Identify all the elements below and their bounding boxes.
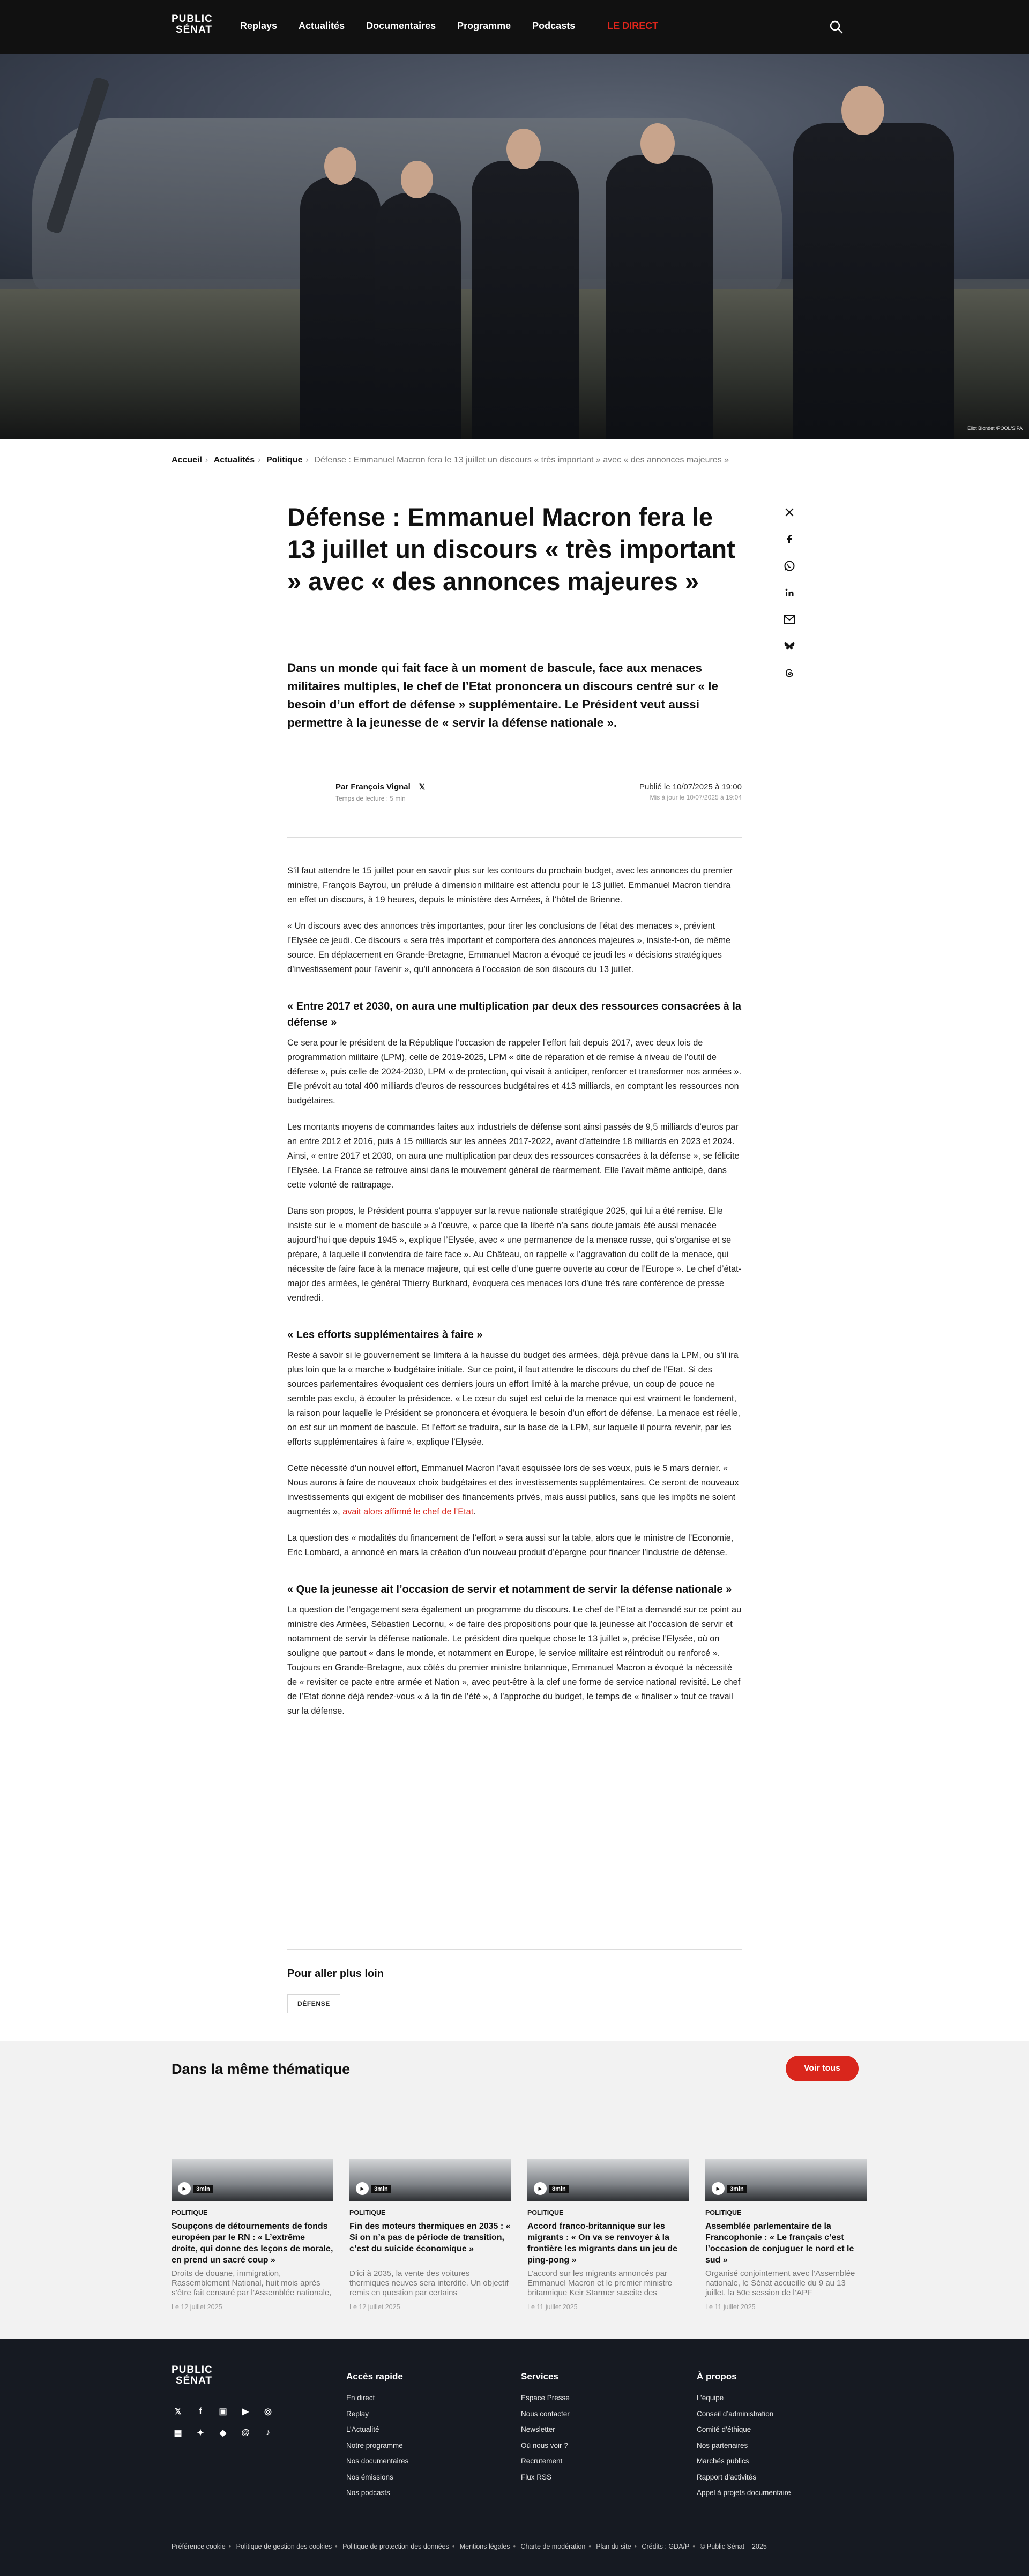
play-icon: ▶ bbox=[534, 2182, 547, 2195]
whatsapp-icon bbox=[784, 560, 795, 572]
card-title: Fin des moteurs thermiques en 2035 : « Si on n’a pas de période de transition, c’est du suicide économique » bbox=[349, 2222, 511, 2253]
footer-link[interactable]: En direct bbox=[346, 2394, 375, 2402]
article-lead: Dans un monde qui fait face à un moment de bascule, face aux menaces militaires multiples, le chef de l’Etat prononcera un discours centré sur « le besoin d’un effort de défense » supplémentaire. Le Président veut aussi permettre à la jeunesse de « servir la défense nationale ». bbox=[287, 661, 718, 729]
card-title: Soupçons de détournements de fonds européen par le RN : « L’extrême droite, qui donne des leçons de morale, en prend un sacré coup » bbox=[172, 2222, 333, 2265]
divider bbox=[287, 837, 742, 838]
inline-link[interactable]: avait alors affirmé le chef de l’Etat bbox=[342, 1507, 474, 1517]
paragraph: Reste à savoir si le gouvernement se limitera à la hausse du budget des armées, déjà prévue dans la LPM, ou s’il ira plus loin que la « marche » budgétaire initiale. Sur ce point, il faut attendre le discours du chef de l’Etat. Si des sources parlementaires évoquaient ces derniers jours un effort limité à la marche prévue, un coup de pouce ne semble pas exclu, à écouter la présidence. « Le cœur du sujet est celui de la menace qui est vraiment le fondement, la raison pour laquelle le Président se prononcera et évoquera le besoin d’un effort de défense. La menace est réelle, on est sur un moment de bascule. Et l’effort se traduira, sur la base de la LPM, sur laquelle il pourra revenir, par les efforts supplémentaires à faire », explique l’Elysée. bbox=[287, 1350, 741, 1447]
x-icon[interactable]: 𝕏 bbox=[174, 2407, 182, 2416]
card-thumbnail bbox=[172, 2159, 333, 2201]
article-title: Défense : Emmanuel Macron fera le 13 juillet un discours « très important » avec « des annonces majeures » bbox=[287, 503, 735, 595]
footer-link[interactable]: Comité d’éthique bbox=[697, 2425, 751, 2433]
card-category: POLITIQUE bbox=[705, 2209, 742, 2216]
article-dates bbox=[552, 782, 742, 801]
share-threads-button[interactable] bbox=[781, 664, 798, 682]
footer-link[interactable]: Marchés publics bbox=[697, 2457, 749, 2465]
footer-link[interactable]: Nos documentaires bbox=[346, 2457, 409, 2465]
author-block bbox=[335, 782, 425, 802]
footer-col-about bbox=[697, 2371, 791, 2505]
nav-documentaires[interactable]: Documentaires bbox=[366, 20, 436, 31]
related-card[interactable] bbox=[172, 2159, 333, 2311]
paragraph: Cette nécessité d’un nouvel effort, Emmanuel Macron l’avait esquissée lors de ses vœux, puis le 5 mars dernier. « Nous aurons à faire de nouveaux choix budgétaires et des investissements supplémentaires. Ce seront de nouveaux investissements qui exigent de mobiliser des financements privés, mais aussi publics, sans que les impôts ne soient augmentés », avait alors affirmé le chef de l’Etat. bbox=[287, 1464, 739, 1517]
breadcrumb-politique[interactable]: Politique bbox=[266, 456, 303, 465]
share-bluesky-button[interactable] bbox=[781, 638, 798, 655]
threads-icon[interactable]: @ bbox=[241, 2428, 250, 2437]
footer-link[interactable]: Replay bbox=[346, 2409, 369, 2418]
related-card[interactable] bbox=[527, 2159, 689, 2311]
nav-replays[interactable]: Replays bbox=[240, 20, 278, 31]
footer-link[interactable]: Conseil d’administration bbox=[697, 2409, 774, 2418]
search-button[interactable] bbox=[829, 19, 844, 34]
card-description: L’accord sur les migrants annoncés par Emmanuel Macron et le premier ministre britannique Keir Starmer suscite des bbox=[527, 2269, 673, 2297]
section-heading: « Que la jeunesse ait l’occasion de servir et notamment de servir la défense nationale » bbox=[287, 1584, 732, 1595]
card-category: POLITIQUE bbox=[527, 2209, 564, 2216]
legal-link[interactable]: Mentions légales bbox=[459, 2543, 510, 2550]
share-facebook-button[interactable] bbox=[781, 531, 798, 548]
author-link[interactable]: Par François Vignal bbox=[335, 782, 411, 792]
footer-link[interactable]: L’Actualité bbox=[346, 2425, 379, 2433]
card-description: D’ici à 2035, la vente des voitures thermiques neuves sera interdite. Un objectif remis en question par certains bbox=[349, 2269, 509, 2297]
copyright: © Public Sénat – 2025 bbox=[700, 2543, 767, 2550]
paragraph: « Un discours avec des annonces très importantes, pour tirer les conclusions de l’état des menaces », prévient l’Elysée ce jeudi. Ce discours « sera très important et comportera des annonces majeures », insiste-t-on, de même source. En déplacement en Grande-Bretagne, Emmanuel Macron a évoqué ce jeudi les « décisions stratégiques d’investissement pour l’avenir », qu’il annoncera à l’occasion de son discours du 13 juillet. bbox=[287, 921, 731, 974]
duration-badge: 8min bbox=[549, 2185, 569, 2193]
further-reading-title: Pour aller plus loin bbox=[287, 1968, 384, 1980]
section-heading: « Entre 2017 et 2030, on aura une multiplication par deux des ressources consacrées à la défense » bbox=[287, 1000, 742, 1028]
paragraph: La question de l’engagement sera également un programme du discours. Le chef de l’Etat a demandé sur ce point au ministre des Armées, Sébastien Lecornu, « de faire des propositions pour que la jeunesse ait l’occasion de servir et notamment de servir la défense nationale. Le président dira quelque chose le 13 juillet », précise l’Elysée, où on souligne que partout « dans le monde, et notamment en Europe, le service militaire est réintroduit ou renforcé ». Toujours en Grande-Bretagne, aux côtés du premier ministre britannique, Emmanuel Macron a évoqué la nécessité de « revisiter ce pacte entre armée et Nation », avec peut-être à la clef une forme de service national revisité. Le chef de l’Etat donne déjà rendez-vous « à la fin de l’été », à l’approche du budget, le temps de « finaliser » tout ce travail sur la défense. bbox=[287, 1605, 742, 1716]
share-email-button[interactable] bbox=[781, 611, 798, 628]
search-icon bbox=[829, 19, 844, 34]
related-card[interactable] bbox=[349, 2159, 511, 2311]
nav-live[interactable]: LE DIRECT bbox=[607, 20, 659, 31]
footer-col-title: Services bbox=[521, 2371, 558, 2381]
article-body bbox=[287, 864, 742, 1730]
paragraph: Dans son propos, le Président pourra s’appuyer sur la revue nationale stratégique 2025, qui lui a été remise. Elle insiste sur le « moment de bascule » à l’œuvre, « parce que la liberté n’a sans doute jamais été aussi menacée aujourd’hui que depuis 1945 », explique l’Elysée, avec « une permanence de la menace russe, qui s’organise et se prépare, à laquelle il conviendra de faire face ». Au Château, on rappelle « l’aggravation du coût de la menace, qui nécessite de faire face à la menace majeure, qui est celle d’une guerre ouverte au cœur de l’Europe ». Le chef d’état-major des armées, le général Thierry Burkhard, évoquera ces menaces lors d’une très rare conférence de presse vendredi. bbox=[287, 1206, 742, 1303]
tiktok-icon[interactable]: ♪ bbox=[266, 2428, 270, 2437]
legal-link[interactable]: Préférence cookie bbox=[172, 2543, 226, 2550]
related-card[interactable] bbox=[705, 2159, 867, 2311]
breadcrumb: Accueil › Actualités › Politique › Défense : Emmanuel Macron fera le 13 juillet un discours « très important » avec « des annonces majeures » bbox=[172, 456, 729, 465]
share-linkedin-button[interactable] bbox=[781, 584, 798, 601]
nav-podcasts[interactable]: Podcasts bbox=[532, 20, 576, 31]
linkedin-icon bbox=[784, 587, 795, 598]
legal-link[interactable]: Politique de protection des données bbox=[342, 2543, 449, 2550]
footer-link[interactable]: L’équipe bbox=[697, 2394, 724, 2402]
updated-date: Mis à jour le 10/07/2025 à 19:04 bbox=[650, 794, 742, 801]
nav-actualites[interactable]: Actualités bbox=[299, 20, 345, 31]
footer-col-quick-access bbox=[346, 2371, 408, 2505]
dailymotion-icon[interactable]: ▣ bbox=[219, 2407, 227, 2416]
site-logo[interactable] bbox=[172, 14, 219, 35]
section-heading: « Les efforts supplémentaires à faire » bbox=[287, 1329, 483, 1341]
twitch-icon[interactable]: ▤ bbox=[174, 2429, 182, 2438]
footer-col-services bbox=[521, 2371, 570, 2489]
duration-badge: 3min bbox=[193, 2185, 213, 2193]
duration-badge: 3min bbox=[727, 2185, 747, 2193]
legal-link[interactable]: Politique de gestion des cookies bbox=[236, 2543, 332, 2550]
share-whatsapp-button[interactable] bbox=[781, 557, 798, 574]
published-date: Publié le 10/07/2025 à 19:00 bbox=[639, 782, 742, 792]
card-description: Droits de douane, immigration, Rassemblement National, huit mois après s’être fait censuré par l’Assemblée nationale, bbox=[172, 2269, 332, 2297]
footer-link[interactable]: Nous contacter bbox=[521, 2409, 570, 2418]
divider bbox=[287, 1949, 742, 1950]
footer-legal: Préférence cookie • Politique de gestion des cookies • Politique de protection des données • Mentions légales • Charte de modération • Plan du site • Crédits : GDA/P • © Public Sénat – 2025 bbox=[172, 2543, 767, 2550]
card-title: Accord franco-britannique sur les migrants : « On va se renvoyer à la frontière les migrants dans un jeu de ping-pong » bbox=[527, 2222, 678, 2265]
threads-icon bbox=[784, 668, 795, 678]
site-header bbox=[0, 0, 1029, 54]
main-nav bbox=[240, 20, 680, 32]
card-thumbnail bbox=[705, 2159, 867, 2201]
x-icon bbox=[784, 507, 795, 518]
footer-link[interactable]: Notre programme bbox=[346, 2441, 403, 2450]
footer-link[interactable]: Rapport d’activités bbox=[697, 2473, 757, 2481]
play-icon: ▶ bbox=[356, 2182, 369, 2195]
bluesky-icon bbox=[784, 641, 795, 652]
paragraph: Ce sera pour le président de la République l’occasion de rappeler l’effort fait depuis 2017, avec deux lois de programmation militaire (LPM), celle de 2019-2025, LPM « dite de réparation et de remise à niveau de l’outil de défense », puis celle de 2024-2030, LPM « de protection, qui visait à anticiper, renforcer et transformer nos armées ». Elle prévoit au total 400 milliards d’euros de ressources budgétaires et 413 milliards, en comptant les ressources non budgétaires. bbox=[287, 1038, 742, 1106]
facebook-icon bbox=[784, 534, 795, 544]
tag-defense[interactable]: DÉFENSE bbox=[287, 1994, 340, 2013]
footer-link[interactable]: Espace Presse bbox=[521, 2394, 570, 2402]
footer-link[interactable]: Appel à projets documentaire bbox=[697, 2489, 791, 2497]
footer-link[interactable]: Recrutement bbox=[521, 2457, 563, 2465]
instagram-icon[interactable]: ◎ bbox=[264, 2407, 272, 2416]
paragraph: La question des « modalités du financement de l’effort » sera aussi sur la table, alors que le ministre de l’Economie, Eric Lombard, a annoncé en mars la création d’un nouveau produit d’épargne pour financer l’industrie de défense. bbox=[287, 1533, 734, 1557]
footer-col-title: À propos bbox=[697, 2371, 737, 2381]
bluesky-icon[interactable]: ✦ bbox=[197, 2429, 204, 2438]
legal-link[interactable]: Crédits : GDA/P bbox=[642, 2543, 690, 2550]
card-date: Le 11 juillet 2025 bbox=[527, 2303, 578, 2311]
card-thumbnail bbox=[527, 2159, 689, 2201]
breadcrumb-current: Défense : Emmanuel Macron fera le 13 juillet un discours « très important » avec « des annonces majeures » bbox=[314, 456, 729, 465]
share-bar bbox=[781, 504, 798, 691]
footer-link[interactable]: Flux RSS bbox=[521, 2473, 552, 2481]
paragraph: Les montants moyens de commandes faites aux industriels de défense sont ainsi passés de 9,5 milliards d’euros par an entre 2012 et 2016, puis à 15 milliards sur les années 2017-2022, avant d’atteindre 18 milliards en 2023 et 2024. Ainsi, « entre 2017 et 2030, on aura une multiplication par deux des ressources consacrées à la défense », se félicite l’Elysée. La France se retrouve ainsi dans le mouvement général de réarmement. Elle l’avait même anticipé, dans cette volonté de rattrapage. bbox=[287, 1122, 740, 1190]
site-footer bbox=[0, 2339, 1029, 2576]
footer-link[interactable]: Nos partenaires bbox=[697, 2441, 748, 2450]
footer-link[interactable]: Nos émissions bbox=[346, 2473, 393, 2481]
share-x-button[interactable] bbox=[781, 504, 798, 521]
social-links bbox=[172, 2405, 279, 2439]
logo-line-2: SÉNAT bbox=[176, 24, 212, 35]
play-icon: ▶ bbox=[712, 2182, 725, 2195]
card-title: Assemblée parlementaire de la Francophonie : « Le français c’est l’occasion de conjuguer le nord et le sud » bbox=[705, 2222, 854, 2265]
facebook-icon[interactable]: f bbox=[199, 2407, 202, 2416]
duration-badge: 3min bbox=[371, 2185, 391, 2193]
footer-logo[interactable]: PUBLIC SÉNAT bbox=[172, 2364, 213, 2386]
footer-col-title: Accès rapide bbox=[346, 2371, 403, 2381]
photo-credit: Eliot Blondet /POOL/SIPA bbox=[967, 425, 1023, 431]
nav-programme[interactable]: Programme bbox=[457, 20, 511, 31]
related-title: Dans la même thématique bbox=[172, 2061, 351, 2077]
card-description: Organisé conjointement avec l’Assemblée nationale, le Sénat accueille du 9 au 13 juillet, la 50e session de l’APF bbox=[705, 2269, 855, 2297]
card-category: POLITIQUE bbox=[172, 2209, 208, 2216]
related-cards bbox=[172, 2159, 867, 2311]
card-date: Le 12 juillet 2025 bbox=[172, 2303, 222, 2311]
logo-line-1: PUBLIC bbox=[172, 13, 213, 25]
legal-link[interactable]: Plan du site bbox=[596, 2543, 631, 2550]
card-category: POLITIQUE bbox=[349, 2209, 386, 2216]
reading-time: Temps de lecture : 5 min bbox=[335, 795, 406, 802]
author-x-icon[interactable]: 𝕏 bbox=[419, 782, 426, 791]
footer-link[interactable]: Newsletter bbox=[521, 2425, 555, 2433]
breadcrumb-accueil[interactable]: Accueil bbox=[172, 456, 202, 465]
footer-link[interactable]: Nos podcasts bbox=[346, 2489, 390, 2497]
play-icon: ▶ bbox=[178, 2182, 191, 2195]
card-date: Le 11 juillet 2025 bbox=[705, 2303, 756, 2311]
youtube-icon[interactable]: ▶ bbox=[242, 2407, 249, 2416]
card-thumbnail bbox=[349, 2159, 511, 2201]
breadcrumb-actualites[interactable]: Actualités bbox=[213, 456, 255, 465]
legal-link[interactable]: Charte de modération bbox=[520, 2543, 586, 2550]
see-all-button[interactable]: Voir tous bbox=[786, 2056, 859, 2081]
mail-icon bbox=[784, 615, 795, 624]
hero-image bbox=[0, 54, 1029, 439]
card-date: Le 12 juillet 2025 bbox=[349, 2303, 400, 2311]
snapchat-icon[interactable]: ◆ bbox=[219, 2429, 227, 2438]
footer-link[interactable]: Où nous voir ? bbox=[521, 2441, 568, 2450]
paragraph: S’il faut attendre le 15 juillet pour en savoir plus sur les contours du prochain budget, avec les annonces du premier ministre, François Bayrou, un prélude à dimension militaire est attendu pour le 13 juillet. Emmanuel Macron tiendra en effet un discours, à 19 heures, depuis le ministère des Armées, à l’hôtel de Brienne. bbox=[287, 866, 733, 905]
